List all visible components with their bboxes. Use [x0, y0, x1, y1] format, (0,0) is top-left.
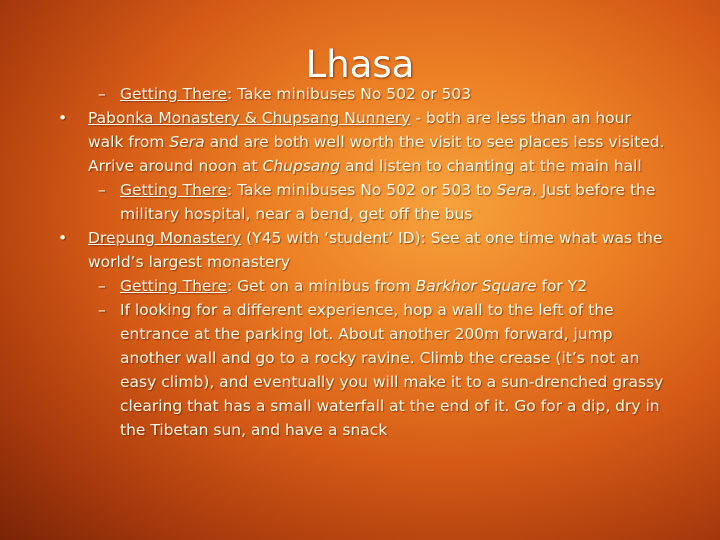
list-item	[58, 274, 668, 298]
list-item	[58, 178, 668, 226]
dash-marker: –	[98, 181, 106, 199]
dash-marker: –	[98, 85, 106, 103]
getting-there-label: Getting There	[120, 85, 227, 103]
item-text: and listen to chanting at the main hall	[340, 157, 642, 175]
dash-marker: –	[98, 277, 106, 295]
slide-title: Lhasa	[305, 42, 415, 86]
item-text: (Y45 with ‘student’ ID): See at one time what was the world’s largest monastery	[88, 229, 663, 271]
place-name: Drepung Monastery	[88, 229, 242, 247]
place-name-italic: Barkhor Square	[415, 277, 537, 295]
place-name-italic: Sera	[169, 133, 205, 151]
list-item	[58, 82, 668, 106]
place-name-italic: Chupsang	[262, 157, 341, 175]
getting-there-label: Getting There	[120, 277, 227, 295]
item-text: : Take minibuses No 502 or 503 to	[227, 181, 497, 199]
item-text: : Get on a minibus from	[227, 277, 416, 295]
place-name-italic: Sera	[496, 181, 532, 199]
item-text: and are both well worth the visit to see places less visited. Arrive around noon at	[88, 133, 665, 175]
list-item	[58, 298, 668, 442]
bullet-marker: •	[58, 109, 68, 127]
bullet-marker: •	[58, 229, 68, 247]
list-item	[58, 226, 668, 274]
getting-there-label: Getting There	[120, 181, 227, 199]
list-item	[58, 106, 668, 178]
item-text: for Y2	[536, 277, 588, 295]
item-text: : Take minibuses No 502 or 503	[227, 85, 472, 103]
slide-content	[58, 82, 668, 442]
dash-marker: –	[98, 301, 106, 319]
place-name: Pabonka Monastery & Chupsang Nunnery	[88, 109, 411, 127]
item-text: . Just before the military hospital, near a bend, get off the bus	[120, 181, 656, 223]
item-text: - both are less than an hour walk from	[88, 109, 631, 151]
item-text: If looking for a different experience, hop a wall to the left of the entrance at the parking lot. About another 200m forward, jump another wall and go to a rocky ravine. Climb the crease (it’s not an easy climb), and eventually you will make it to a sun-drenched grassy clearing that has a small waterfall at the end of it. Go for a dip, dry in the Tibetan sun, and have a snack	[120, 301, 664, 439]
